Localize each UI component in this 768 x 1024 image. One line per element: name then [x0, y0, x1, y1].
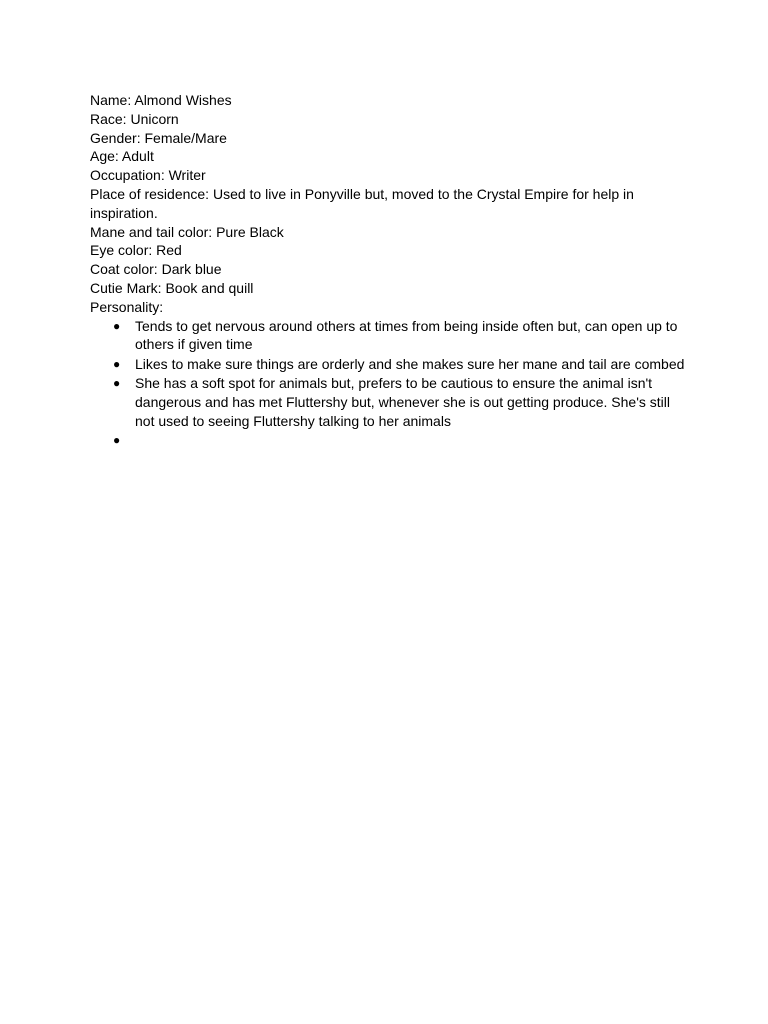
personality-heading: Personality: [90, 298, 164, 315]
bullet-icon: ● [113, 375, 121, 390]
list-item [90, 431, 690, 450]
race-field: Race: Unicorn [90, 110, 179, 127]
bullet-icon: ● [113, 432, 121, 447]
bullet-icon: ● [113, 318, 121, 333]
list-item [90, 374, 690, 430]
list-item-text: She has a soft spot for animals but, prefers to be cautious to ensure the animal isn't dangerous and has met Fluttershy but, whenever she is out getting produce. She's still not used to seeing Fluttershy talking to her animals [135, 374, 670, 429]
gender-field: Gender: Female/Mare [90, 129, 227, 146]
name-field: Name: Almond Wishes [90, 92, 232, 108]
bullet-icon: ● [113, 356, 121, 371]
list-item [90, 355, 690, 374]
list-item-text: Likes to make sure things are orderly and she makes sure her mane and tail are combed [135, 355, 685, 372]
personality-list [90, 317, 690, 450]
list-item [90, 317, 690, 355]
residence-field: Place of residence: Used to live in Ponyville but, moved to the Crystal Empire for help in inspiration. [90, 185, 634, 221]
list-item-text: Tends to get nervous around others at times from being inside often but, can open up to others if given time [135, 317, 678, 353]
document-page [90, 91, 690, 450]
eye-color-field: Eye color: Red [90, 242, 182, 259]
occupation-field: Occupation: Writer [90, 167, 206, 184]
age-field: Age: Adult [90, 148, 154, 165]
coat-color-field: Coat color: Dark blue [90, 261, 222, 278]
cutie-mark-field: Cutie Mark: Book and quill [90, 279, 254, 296]
mane-color-field: Mane and tail color: Pure Black [90, 223, 284, 240]
